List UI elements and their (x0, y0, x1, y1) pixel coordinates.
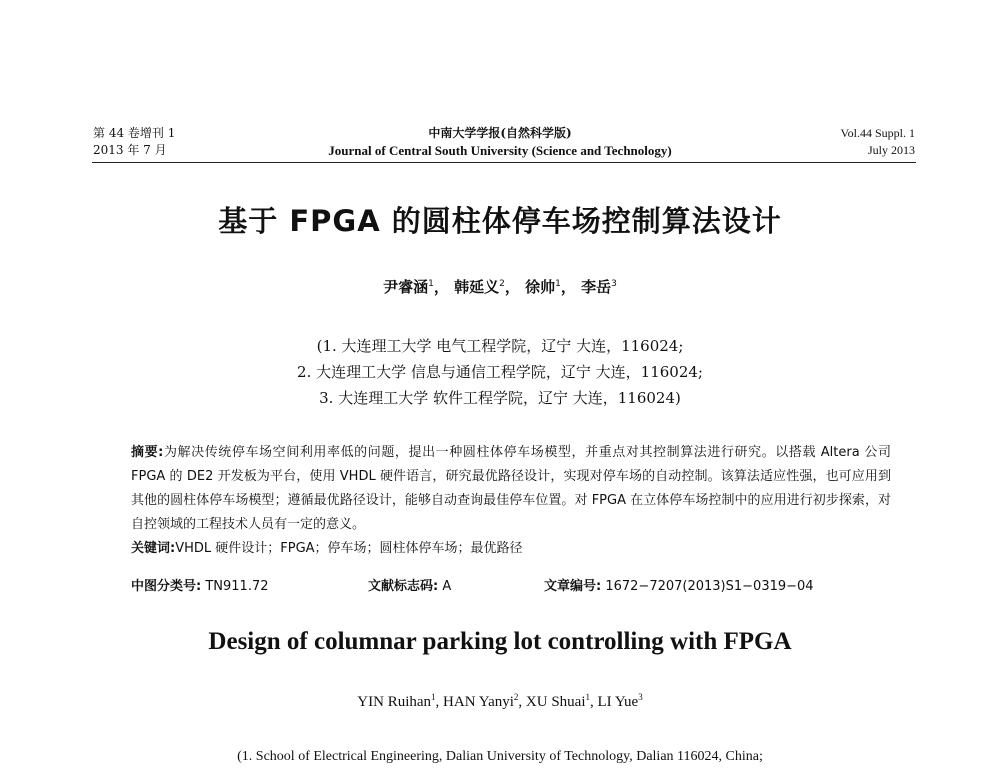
author-name-en: LI Yue (597, 694, 639, 710)
journal-issue-en (841, 125, 915, 159)
journal-name-en: Journal of Central South University (Science and Technology) (328, 143, 672, 158)
author-affil-mark: 2 (513, 692, 519, 702)
keywords-label: 关键词: (131, 541, 176, 556)
author-name-cn: 尹睿涵 (383, 278, 429, 296)
affiliation-cn: 3. 大连理工大学 软件工程学院，辽宁 大连，116024) (319, 389, 681, 407)
issue-date-en: July 2013 (867, 143, 915, 157)
keywords-text: VHDL 硬件设计；FPGA；停车场；圆柱体停车场；最优路径 (175, 541, 523, 556)
abstract-text: 为解决传统停车场空间利用率低的问题，提出一种圆柱体停车场模型，并重点对其控制算法进行研究。以搭载 Altera 公司 FPGA 的 DE2 开发板为平台，使用 VHDL 硬件语言，研究最优路径设计，实现对停车场的自动控制。该算法适应性强，也可应用到其他的圆柱体停车场模型；遵循最优路径设计，能够自动查询最佳停车位置。对 FPGA 在立体停车场控制中的应用进行初步探索，对自控领域的工程技术人员有一定的意义。 (131, 445, 891, 532)
journal-name (300, 125, 700, 159)
volume-suppl: Vol.44 Suppl. 1 (840, 126, 915, 140)
author-affil-mark: 3 (638, 692, 643, 702)
author-affil-mark: 3 (611, 279, 617, 289)
author-name-en: HAN Yanyi (443, 694, 514, 710)
paper-title-en: Design of columnar parking lot controlling with FPGA (208, 628, 792, 655)
article-number-value: 1672−7207(2013)S1−0319−04 (605, 579, 814, 594)
clc-value: TN911.72 (205, 579, 269, 594)
author-affil-mark: 1 (585, 692, 590, 702)
author-list-en: YIN Ruihan$^1$, HAN Yanyi$^2$, XU Shuai$^1$, LI Yue$^3$ (357, 692, 643, 710)
document-code (368, 575, 451, 594)
journal-issue-cn (93, 125, 175, 159)
abstract-cn (131, 441, 891, 561)
article-number (544, 575, 814, 594)
document-code-label: 文献标志码: (368, 579, 439, 594)
affiliation-en: (1. School of Electrical Engineering, Dalian University of Technology, Dalian 116024, China; (237, 749, 763, 764)
paper-title-cn: 基于 FPGA 的圆柱体停车场控制算法设计 (218, 204, 782, 238)
affiliation-cn: (1. 大连理工大学 电气工程学院，辽宁 大连，116024; (316, 337, 684, 355)
volume-issue: 第 44 卷增刊 1 (93, 126, 176, 140)
author-affil-mark: 1 (428, 279, 434, 289)
author-affil-mark: 1 (431, 692, 436, 702)
author-name-cn: 韩延义 (454, 278, 500, 296)
journal-name-cn: 中南大学学报(自然科学版) (428, 126, 572, 140)
author-name-en: YIN Ruihan (357, 694, 432, 710)
abstract-label: 摘要: (131, 445, 164, 460)
header-rule (92, 162, 916, 163)
author-name-en: XU Shuai (525, 694, 586, 710)
author-name-cn: 李岳 (581, 278, 612, 296)
issue-date-cn: 2013 年 7 月 (93, 143, 167, 157)
document-code-value: A (442, 579, 452, 594)
author-list-cn: 尹睿涵$^1$， 韩延义$^2$， 徐帅$^1$， 李岳$^3$ (383, 278, 617, 296)
affiliation-list-cn (0, 333, 1000, 411)
author-affil-mark: 2 (499, 279, 505, 289)
affiliation-cn: 2. 大连理工大学 信息与通信工程学院，辽宁 大连，116024; (297, 363, 703, 381)
article-number-label: 文章编号: (544, 579, 602, 594)
author-affil-mark: 1 (555, 279, 561, 289)
clc-label: 中图分类号: (131, 579, 202, 594)
author-name-cn: 徐帅 (525, 278, 556, 296)
clc-number (131, 575, 269, 594)
